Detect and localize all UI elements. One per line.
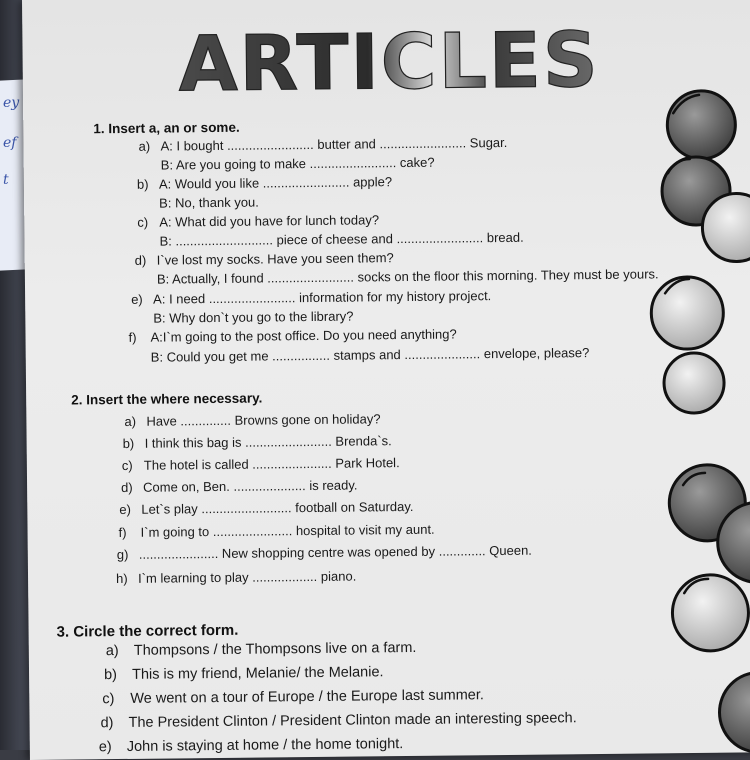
title-text: ARTICLES (178, 15, 601, 109)
list-item: a) Thompsons / the Thompsons live on a farm. (105, 639, 417, 660)
decorative-bubbles (643, 72, 750, 753)
section-3-heading: 3. Circle the correct form. (56, 621, 239, 641)
list-item: B: Why don`t you go to the library? (153, 308, 354, 326)
list-item: c) The hotel is called ...................... Park Hotel. (121, 455, 400, 473)
list-item: h) I`m learning to play .................. piano. (115, 568, 357, 587)
list-item: e) A: I need ........................ information for my history project. (131, 288, 492, 307)
bubble (664, 353, 725, 414)
section-1-heading: 1. Insert a, an or some. (93, 119, 240, 137)
list-item: d) Come on, Ben. .................... is ready. (121, 477, 358, 495)
list-item: B: Could you get me ................ stamps and ..................... envelope, please? (150, 345, 590, 365)
worksheet-page (22, 0, 750, 760)
list-item: b) This is my friend, Melanie/ the Melanie. (103, 664, 384, 684)
list-item: e) Let`s play ......................... football on Saturday. (119, 498, 414, 518)
list-item: c) We went on a tour of Europe / the Europe last summer. (102, 687, 484, 708)
list-item: d) The President Clinton / President Clinton made an interesting speech. (100, 710, 577, 732)
page-title (172, 15, 673, 110)
list-item: c) A: What did you have for lunch today? (137, 212, 380, 230)
list-item: B: Are you going to make ........................ cake? (160, 154, 435, 173)
bubble (672, 574, 749, 651)
list-item: f) I`m going to ...................... hospital to visit my aunt. (118, 521, 435, 541)
list-item: B: Actually, I found ........................ socks on the floor this morning. They must be yours. (156, 266, 659, 287)
section-2-heading: 2. Insert the where necessary. (71, 390, 263, 408)
list-item: d) I`ve lost my socks. Have you seen them? (134, 250, 394, 268)
list-item: a) Have .............. Browns gone on holiday? (124, 411, 381, 429)
list-item: b) I think this bag is ........................ Brenda`s. (122, 433, 392, 451)
list-item: g) ...................... New shopping centre was opened by ............. Queen. (116, 542, 532, 563)
margin-note-3: t (3, 172, 9, 188)
list-item: B: ........................... piece of cheese and ........................ bread. (159, 229, 524, 249)
margin-note-2: ef (3, 135, 17, 151)
list-item: B: No, thank you. (159, 194, 259, 211)
list-item: a) A: I bought ........................ butter and ........................ Sugar. (138, 134, 508, 154)
bubble (651, 277, 724, 350)
list-item: f) A:I`m going to the post office. Do you need anything? (128, 326, 457, 345)
margin-note-1: ey (3, 95, 20, 111)
list-item: e) John is staying at home / the home tonight. (98, 736, 404, 756)
bubble (667, 91, 736, 160)
bubble (719, 672, 750, 753)
list-item: b) A: Would you like ........................ apple? (136, 174, 393, 192)
